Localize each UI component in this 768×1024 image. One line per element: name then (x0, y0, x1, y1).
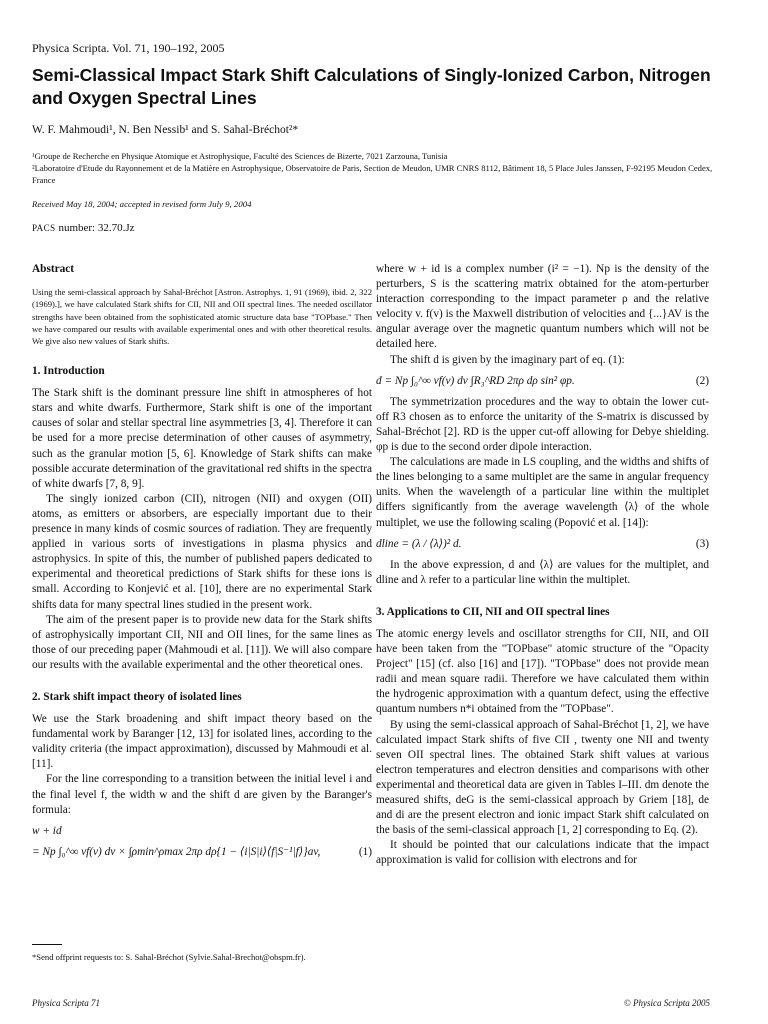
theory-paragraph-2: For the line corresponding to a transition between the initial level i and the final level f, the width w and the shift d are given by the Baranger's formula: (32, 773, 372, 816)
equation-3-body: dline = (λ / ⟨λ⟩)² d. (376, 537, 462, 550)
journal-citation: Physica Scripta. Vol. 71, 190–192, 2005 (32, 41, 225, 55)
pacs-line (32, 222, 135, 234)
footnote-rule (32, 944, 62, 945)
equation-3 (376, 537, 709, 552)
applications-heading: 3. Applications to CII, NII and OII spectral lines (376, 605, 610, 618)
equation-2-body: d = Np ∫₀^∞ vf(v) dv ∫R₃^RD 2πρ dρ sin² φp. (376, 374, 575, 387)
applications-paragraph-3: It should be pointed that our calculations indicate that the impact approximation is valid for collision with electrons and for (376, 839, 709, 867)
equation-1-lhs: w + id (32, 824, 62, 837)
footnote: *Send offprint requests to: S. Sahal-Bréchot (Sylvie.Sahal-Brechot@obspm.fr). (32, 952, 306, 962)
footer-journal: Physica Scripta 71 (32, 998, 100, 1008)
right-paragraph-5: In the above expression, d and ⟨λ⟩ are values for the multiplet, and dline and λ refer to a particular line within the multiplet. (376, 558, 709, 586)
received-dates: Received May 18, 2004; accepted in revised form July 9, 2004 (32, 199, 252, 209)
equation-1-body: = Np ∫₀^∞ vf(v) dv × ∫ρmin^ρmax 2πρ dρ{1 − ⟨i|S|i⟩⟨f|S⁻¹|f⟩}av, (32, 845, 321, 858)
equation-2-number: (2) (695, 374, 709, 387)
right-paragraph-2: The shift d is given by the imaginary part of eq. (1): (390, 353, 625, 366)
abstract-heading: Abstract (32, 263, 75, 275)
intro-paragraph-1: The Stark shift is the dominant pressure line shift in atmospheres of hot stars and white dwarfs. Furthermore, Stark shift is one of the important causes of solar and stellar spectral line asymmetries [3, 4]. Therefore it can be used for a more precise determination of other causes of asymmetry, such as the granular motion [5, 6]. Knowledge of Stark shifts can make possible accurate determination of the gravitational red shifts in the spectra of white dwarfs [7, 8, 9]. (32, 387, 372, 490)
pacs-value: number: 32.70.Jz (58, 222, 135, 234)
pacs-label: PACS (32, 223, 56, 233)
left-column (32, 262, 372, 866)
intro-heading: 1. Introduction (32, 365, 105, 378)
footer-copyright: © Physica Scripta 2005 (623, 998, 710, 1008)
intro-paragraph-2: The singly ionized carbon (CII), nitrogen (NII) and oxygen (OII) atoms, as emitters or absorbers, are especially important due to their presence in many kinds of cosmic sources of radiation. They are frequently applied in various sorts of investigations in plasma physics and astrophysics. In spite of this, the number of published papers dedicated to experimental and theoretical predictions of Stark shifts for these ions is small. According to Konjević et al. [10], there are no experimental Stark shifts data for many spectral lines studied in the present work. (32, 492, 372, 611)
affiliation-1: ¹Groupe de Recherche en Physique Atomique et Astrophysique, Faculté des Sciences de Bizerte, 7021 Zarzouna, Tunisia (32, 151, 448, 161)
author-list: W. F. Mahmoudi¹, N. Ben Nessib¹ and S. Sahal-Bréchot²* (32, 124, 299, 136)
right-paragraph-4: The calculations are made in LS coupling, and the widths and shifts of the lines belonging to a same multiplet are the same in angular frequency units. When the wavelength of a particular line within the multiplet differs significantly from the average wavelength ⟨λ⟩ of the whole multiplet, we use the following scaling (Popović et al. [14]): (376, 456, 709, 529)
equation-3-number: (3) (695, 537, 709, 550)
paper-title: Semi-Classical Impact Stark Shift Calculations of Singly-Ionized Carbon, Nitrogen and Oxygen Spectral Lines (32, 65, 711, 108)
equation-1-number: (1) (358, 845, 372, 858)
applications-paragraph-2: By using the semi-classical approach of Sahal-Bréchot [1, 2], we have calculated impact Stark shifts of five CII , twenty one NII and twenty seven OII spectral lines. The obtained Stark shift values at various electron temperatures and electron densities and comparisons with other experimental and theoretical data are given in Tables I–III. dm denote the measured shifts, deG is the semi-classical approach by Griem [18], de and di are the present electron and ionic impact Stark shift calculated on the basis of the semi-classical approach [1, 2] corresponding to Eq. (2). (376, 718, 709, 837)
theory-heading: 2. Stark shift impact theory of isolated lines (32, 690, 242, 703)
applications-paragraph-1: The atomic energy levels and oscillator strengths for CII, NII, and OII have been taken from the "TOPbase" atomic structure of the "Opacity Project" [15] (cf. also [16] and [17]). "TOPbase" does not provide mean radii and mean square radii. Therefore we have calculated them within the hydrogenic approximation with a quantum defect, using the effective quantum numbers n*i obtained from the "TOPbase". (376, 627, 709, 716)
abstract-text: Using the semi-classical approach by Sahal-Bréchot [Astron. Astrophys. 1, 91 (1969), ibid. 2, 322 (1969).], we have calculated Stark shifts for CII, NII and OII spectral lines. The needed oscillator strengths have been obtained from the sophisticated atomic structure data base "TOPbase." Then we have compared our results with available experimental ones and with other theoretical results. We give also new values of Stark shifts. (32, 287, 372, 346)
intro-paragraph-3: The aim of the present paper is to provide new data for the Stark shifts of astrophysically important CII, NII and OII lines, for the same lines as those of our preceding paper (Mahmoudi et al. [11]). We will also compare our results with the available experimental and the other theoretical ones. (32, 613, 372, 671)
right-paragraph-3: The symmetrization procedures and the way to obtain the lower cut-off R3 chosen as to enforce the unitarity of the S-matrix is discussed by Sahal-Bréchot [2]. RD is the upper cut-off allowing for Debye shielding. φp is due to the second order dipole interaction. (376, 395, 709, 454)
theory-paragraph-1: We use the Stark broadening and shift impact theory based on the fundamental work by Baranger [12, 13] for isolated lines, according to the validity criteria (the impact approximation), discussed by Mahmoudi et al. [11]. (32, 713, 372, 771)
right-paragraph-1: where w + id is a complex number (i² = −1). Np is the density of the perturbers, S is the scattering matrix obtained for the atom-perturber interaction corresponding to the impact parameter ρ and the relative velocity v. f(v) is the Maxwell distribution of velocities and {...}AV is the angular average over the magnetic quantum numbers which will not be detailed here. (376, 263, 709, 351)
equation-1 (32, 845, 372, 860)
affiliation-2: ²Laboratoire d'Etude du Rayonnement et de la Matière en Astrophysique, Observatoire de Paris, Section de Meudon, UMR CNRS 8112, Bâtiment 18, 5 Place Jules Janssen, F-92195 Meudon Cedex, France (32, 163, 713, 185)
right-column (376, 262, 709, 868)
equation-2 (376, 374, 709, 389)
affiliations (32, 150, 732, 186)
